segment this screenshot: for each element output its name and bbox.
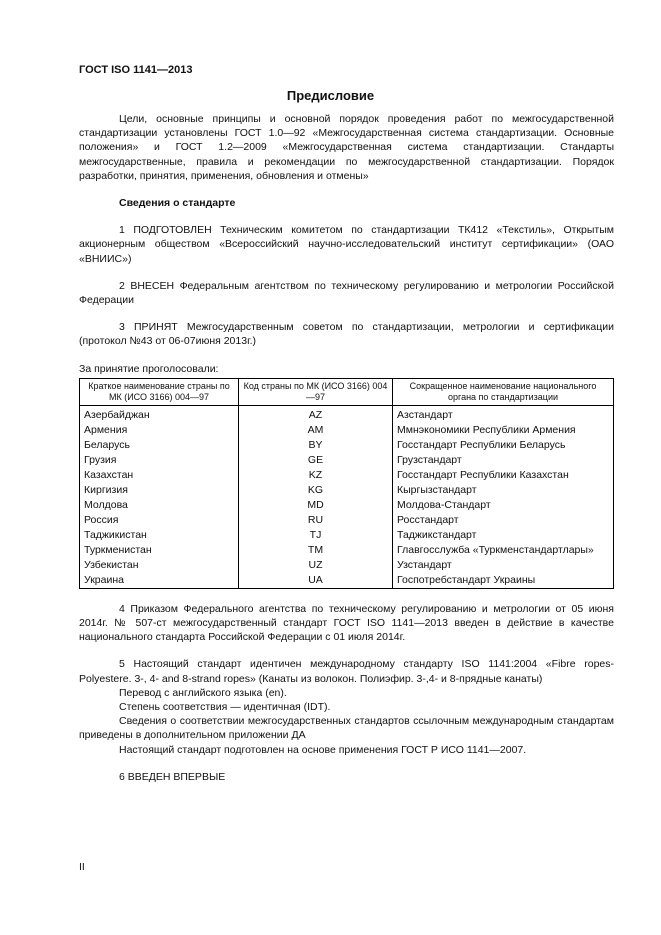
table-row	[80, 528, 614, 543]
intro-paragraph: Цели, основные принципы и основной порядок проведения работ по межгосударственной стандартизации установлены ГОСТ 1.0—92 «Межгосударственная система стандартизации. Основные положения» и ГОСТ 1.2—2009 «Межгосударственная система стандартизации. Стандарты межгосударственные, правила и рекомендации по межгосударственной стандартизации. Порядок разработки, принятия, применения, обновления и отмены»	[79, 113, 614, 182]
cell-code: UZ	[239, 558, 393, 573]
cell-country: Беларусь	[80, 438, 239, 453]
page-number: II	[79, 861, 85, 873]
item-5-translation-note: Перевод с английского языка (en).	[119, 686, 287, 699]
table-row	[80, 498, 614, 513]
cell-body: Азстандарт	[393, 405, 614, 423]
item-5-basis-note: Настоящий стандарт подготовлен на основе применения ГОСТ Р ИСО 1141—2007.	[119, 743, 527, 756]
table-header-country: Краткое наименование страны по МК (ИСО 3166) 004—97	[80, 378, 239, 405]
cell-body: Таджикстандарт	[393, 528, 614, 543]
table-header-body: Сокращенное наименование национального органа по стандартизации	[393, 378, 614, 405]
cell-code: UA	[239, 573, 393, 589]
table-row	[80, 513, 614, 528]
cell-code: BY	[239, 438, 393, 453]
cell-code: KG	[239, 483, 393, 498]
section-subheading: Сведения о стандарте	[119, 197, 236, 210]
table-row	[80, 423, 614, 438]
cell-code: GE	[239, 453, 393, 468]
cell-code: TJ	[239, 528, 393, 543]
cell-body: Узстандарт	[393, 558, 614, 573]
table-body	[80, 405, 614, 588]
item-5-paragraph: 5 Настоящий стандарт идентичен международному стандарту ISO 1141:2004 «Fibre ropes-Polyestere. 3-, 4- and 8-strand ropes» (Канаты из волокон. Полиэфир. 3-,4- и 8-прядные канаты)	[79, 658, 614, 685]
cell-body: Грузстандарт	[393, 453, 614, 468]
page-title: Предисловие	[286, 88, 375, 103]
document-body	[79, 112, 614, 784]
table-row	[80, 483, 614, 498]
cell-code: TM	[239, 543, 393, 558]
table-row	[80, 405, 614, 423]
item-1-paragraph: 1 ПОДГОТОВЛЕН Техническим комитетом по стандартизации ТК412 «Текстиль», Открытым акционерным обществом «Всероссийский научно-исследовательский институт сертификации» (ОАО «ВНИИС»)	[79, 224, 614, 265]
cell-country: Казахстан	[80, 468, 239, 483]
table-row	[80, 438, 614, 453]
cell-country: Россия	[80, 513, 239, 528]
vote-caption: За принятие проголосовали:	[79, 362, 219, 375]
table-header-code: Код страны по МК (ИСО 3166) 004—97	[239, 378, 393, 405]
cell-country: Азербайджан	[80, 405, 239, 423]
cell-country: Украина	[80, 573, 239, 589]
cell-code: AZ	[239, 405, 393, 423]
item-5-conformity-note: Степень соответствия — идентичная (IDT).	[119, 701, 331, 714]
item-6-paragraph: 6 ВВЕДЕН ВПЕРВЫЕ	[119, 770, 226, 783]
cell-body: Кыргызстандарт	[393, 483, 614, 498]
cell-body: Госстандарт Республики Беларусь	[393, 438, 614, 453]
cell-body: Госпотребстандарт Украины	[393, 573, 614, 589]
cell-body: Госстандарт Республики Казахстан	[393, 468, 614, 483]
cell-country: Армения	[80, 423, 239, 438]
cell-code: AM	[239, 423, 393, 438]
cell-body: Молдова-Стандарт	[393, 498, 614, 513]
voting-table	[79, 378, 614, 589]
table-row	[80, 573, 614, 589]
cell-code: MD	[239, 498, 393, 513]
cell-body: Главгосслужба «Туркменстандартлары»	[393, 543, 614, 558]
table-row	[80, 543, 614, 558]
cell-country: Узбекистан	[80, 558, 239, 573]
table-row	[80, 558, 614, 573]
item-3-paragraph: 3 ПРИНЯТ Межгосударственным советом по стандартизации, метрологии и сертификации (протокол №43 от 06-07июня 2013г.)	[79, 321, 614, 348]
cell-country: Молдова	[80, 498, 239, 513]
item-2-paragraph: 2 ВНЕСЕН Федеральным агентством по техническому регулированию и метрологии Российской Федерации	[79, 279, 614, 307]
cell-country: Грузия	[80, 453, 239, 468]
item-5-references-note: Сведения о соответствии межгосударственных стандартов ссылочным международным стандартам приведены в дополнительном приложении ДА	[79, 715, 614, 742]
cell-body: Росстандарт	[393, 513, 614, 528]
cell-body: Ммнэкономики Республики Армения	[393, 423, 614, 438]
cell-code: RU	[239, 513, 393, 528]
table-header-row	[80, 378, 614, 405]
table-row	[80, 453, 614, 468]
cell-country: Киргизия	[80, 483, 239, 498]
cell-country: Туркменистан	[80, 543, 239, 558]
cell-country: Таджикистан	[80, 528, 239, 543]
document-code-header: ГОСТ ISO 1141—2013	[79, 64, 193, 76]
table-row	[80, 468, 614, 483]
cell-code: KZ	[239, 468, 393, 483]
item-4-paragraph: 4 Приказом Федерального агентства по техническому регулированию и метрологии от 05 июня 2014г. № 507-ст межгосударственный стандарт ГОСТ ISO 1141—2013 введен в действие в качестве национального стандарта Российской Федерации с 01 июля 2014г.	[79, 602, 614, 644]
